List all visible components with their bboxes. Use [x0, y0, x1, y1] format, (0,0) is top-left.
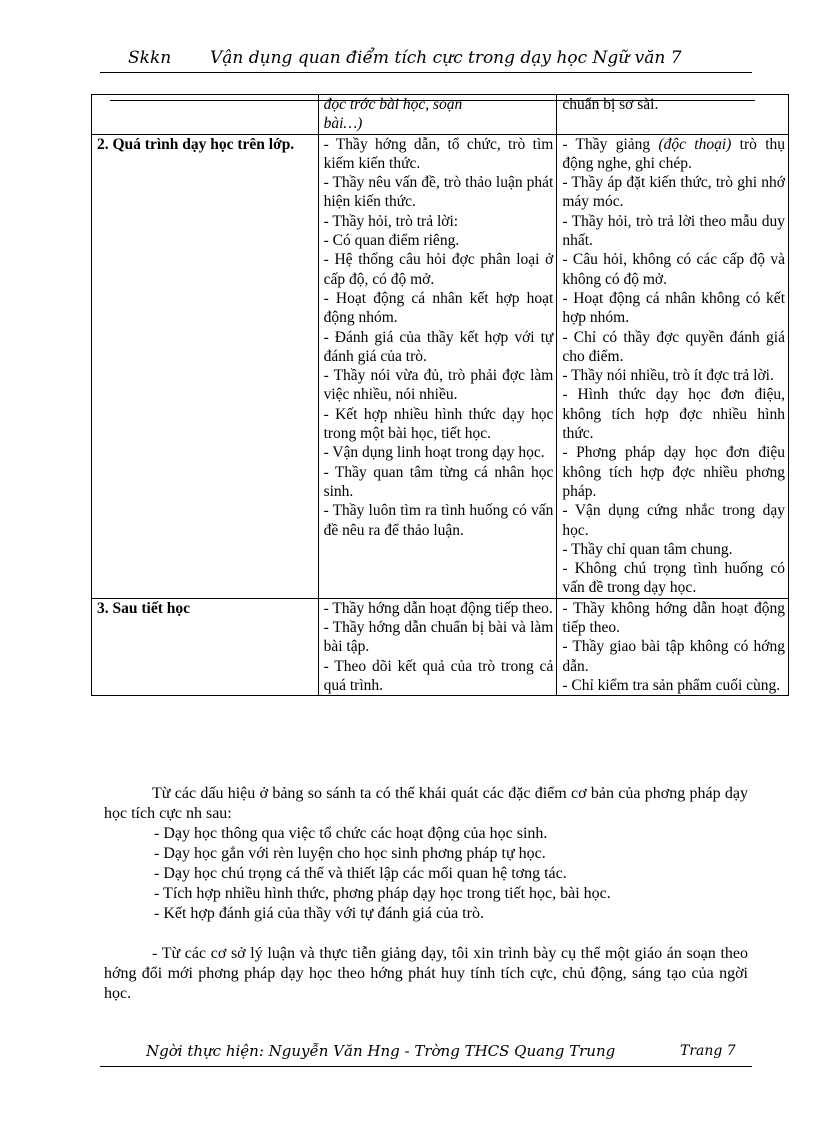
- list-item: [562, 135, 785, 174]
- list-item: - Hình thức dạy học đơn điệu, không tích hợp đợc nhiều hình thức.: [562, 386, 785, 443]
- list-item: - Thầy quan tâm từng cá nhân học sinh.: [323, 463, 554, 500]
- list-item: - Thầy luôn tìm ra tình huống có vấn đề nêu ra để thảo luận.: [323, 502, 554, 539]
- comparison-table: [91, 94, 789, 696]
- footer-rule: [100, 1066, 752, 1067]
- list-item: - Phơng pháp dạy học đơn điệu không tích hợp đợc nhiều phơng pháp.: [562, 444, 785, 500]
- list-item: - Thầy hớng dẫn, tổ chức, trò tìm kiếm kiến thức.: [323, 135, 554, 172]
- header-rule: [100, 72, 752, 73]
- page-footer: [146, 1042, 766, 1060]
- intro-paragraph: Từ các dấu hiệu ở bảng so sánh ta có thể khái quát các đặc điểm cơ bản của phơng pháp dạy học tích cực nh sau:: [104, 785, 748, 822]
- table-row: [92, 134, 789, 598]
- list-item: - Vận dụng cứng nhắc trong dạy học.: [562, 502, 785, 539]
- header-title: Vận dụng quan điểm tích cực trong dạy học Ngữ văn 7: [210, 48, 682, 68]
- page-header: [100, 46, 752, 72]
- body-text: [104, 784, 748, 1004]
- list-item: - Thầy hớng dẫn hoạt động tiếp theo.: [323, 599, 553, 617]
- list-item: - Không chú trọng tình huống có vấn đề trong dạy học.: [562, 560, 785, 597]
- bullet-item: - Kết hợp đánh giá của thầy với tự đánh giá của trò.: [154, 905, 484, 922]
- list-item: - Thầy không hớng dẫn hoạt động tiếp theo.: [562, 599, 785, 637]
- list-item: - Chỉ kiểm tra sản phẩm cuối cùng.: [562, 676, 781, 694]
- list-item: - Thầy giao bài tập không có hớng dẫn.: [562, 638, 785, 675]
- list-item: - Thầy áp đặt kiến thức, trò ghi nhớ máy móc.: [562, 174, 785, 211]
- list-item: - Hoạt động cá nhân kết hợp hoạt động nhóm.: [323, 289, 554, 327]
- bullet-item: - Tích hợp nhiều hình thức, phơng pháp dạy học trong tiết học, bài học.: [154, 885, 611, 902]
- table-cell: [557, 134, 789, 598]
- item-text: - Thầy giảng: [562, 135, 659, 153]
- list-item: - Vận dụng linh hoạt trong dạy học.: [323, 444, 545, 462]
- row-label: 2. Quá trình dạy học trên lớp.: [92, 134, 319, 598]
- bullet-item: - Dạy học gắn với rèn luyện cho học sinh phơng pháp tự học.: [154, 845, 546, 862]
- cell-line: đọc trớc bài học, soạn: [323, 96, 463, 113]
- list-item: - Thầy nêu vấn đề, trò thảo luận phát hiện kiến thức.: [323, 174, 554, 211]
- list-item: - Có quan điểm riêng.: [323, 232, 460, 250]
- page-number: Trang 7: [680, 1043, 736, 1059]
- list-item: - Hệ thống câu hỏi đợc phân loại ở cấp độ, có độ mở.: [323, 251, 554, 288]
- list-item: - Kết hợp nhiều hình thức dạy học trong một bài học, tiết học.: [323, 405, 554, 443]
- item-text: trò thụ động nghe, ghi chép.: [562, 135, 785, 172]
- header-label: Skkn: [128, 48, 172, 68]
- bullet-item: - Dạy học thông qua việc tổ chức các hoạt động của học sinh.: [154, 825, 548, 842]
- list-item: - Đánh giá của thầy kết hợp với tự đánh giá của trò.: [323, 328, 554, 365]
- table-top-rule: [110, 100, 755, 101]
- list-item: - Câu hỏi, không có các cấp độ và không có độ mở.: [562, 251, 785, 288]
- table-cell: [318, 134, 557, 598]
- list-item: - Chỉ có thầy đợc quyền đánh giá cho điểm.: [562, 328, 785, 365]
- list-item: - Thầy hỏi, trò trả lời:: [323, 212, 459, 230]
- table-cell: [318, 598, 557, 695]
- list-item: - Theo dõi kết quả của trò trong cả quá trình.: [323, 657, 554, 694]
- table-cell: [557, 598, 789, 695]
- cell-line: bài…): [323, 115, 363, 133]
- item-italic: (độc thoại): [658, 135, 732, 153]
- cell-line: chuẩn bị sơ sài.: [562, 96, 659, 113]
- list-item: - Thầy nói nhiều, trò ít đợc trả lời.: [562, 367, 774, 385]
- list-item: - Thầy hỏi, trò trả lời theo mẫu duy nhất.: [562, 212, 785, 250]
- bullet-item: - Dạy học chú trọng cá thể và thiết lập các mối quan hệ tơng tác.: [154, 865, 567, 882]
- list-item: - Thầy chỉ quan tâm chung.: [562, 540, 733, 558]
- footer-author: Ngời thực hiện: Nguyễn Văn Hng - Trờng THCS Quang Trung: [146, 1042, 616, 1060]
- table-row: [92, 598, 789, 695]
- row-label: 3. Sau tiết học: [92, 598, 319, 695]
- list-item: - Hoạt động cá nhân không có kết hợp nhóm.: [562, 289, 785, 327]
- closing-paragraph: - Từ các cơ sở lý luận và thực tiễn giảng dạy, tôi xin trình bày cụ thể một giáo án soạn theo hớng đổi mới phơng pháp dạy học theo hớng phát huy tính tích cực, chủ động, sáng tạo của ngời học.: [104, 945, 748, 1002]
- list-item: - Thầy nói vừa đủ, trò phải đợc làm việc nhiều, nói nhiều.: [323, 367, 554, 404]
- list-item: - Thầy hớng dẫn chuẩn bị bài và làm bài tập.: [323, 619, 554, 656]
